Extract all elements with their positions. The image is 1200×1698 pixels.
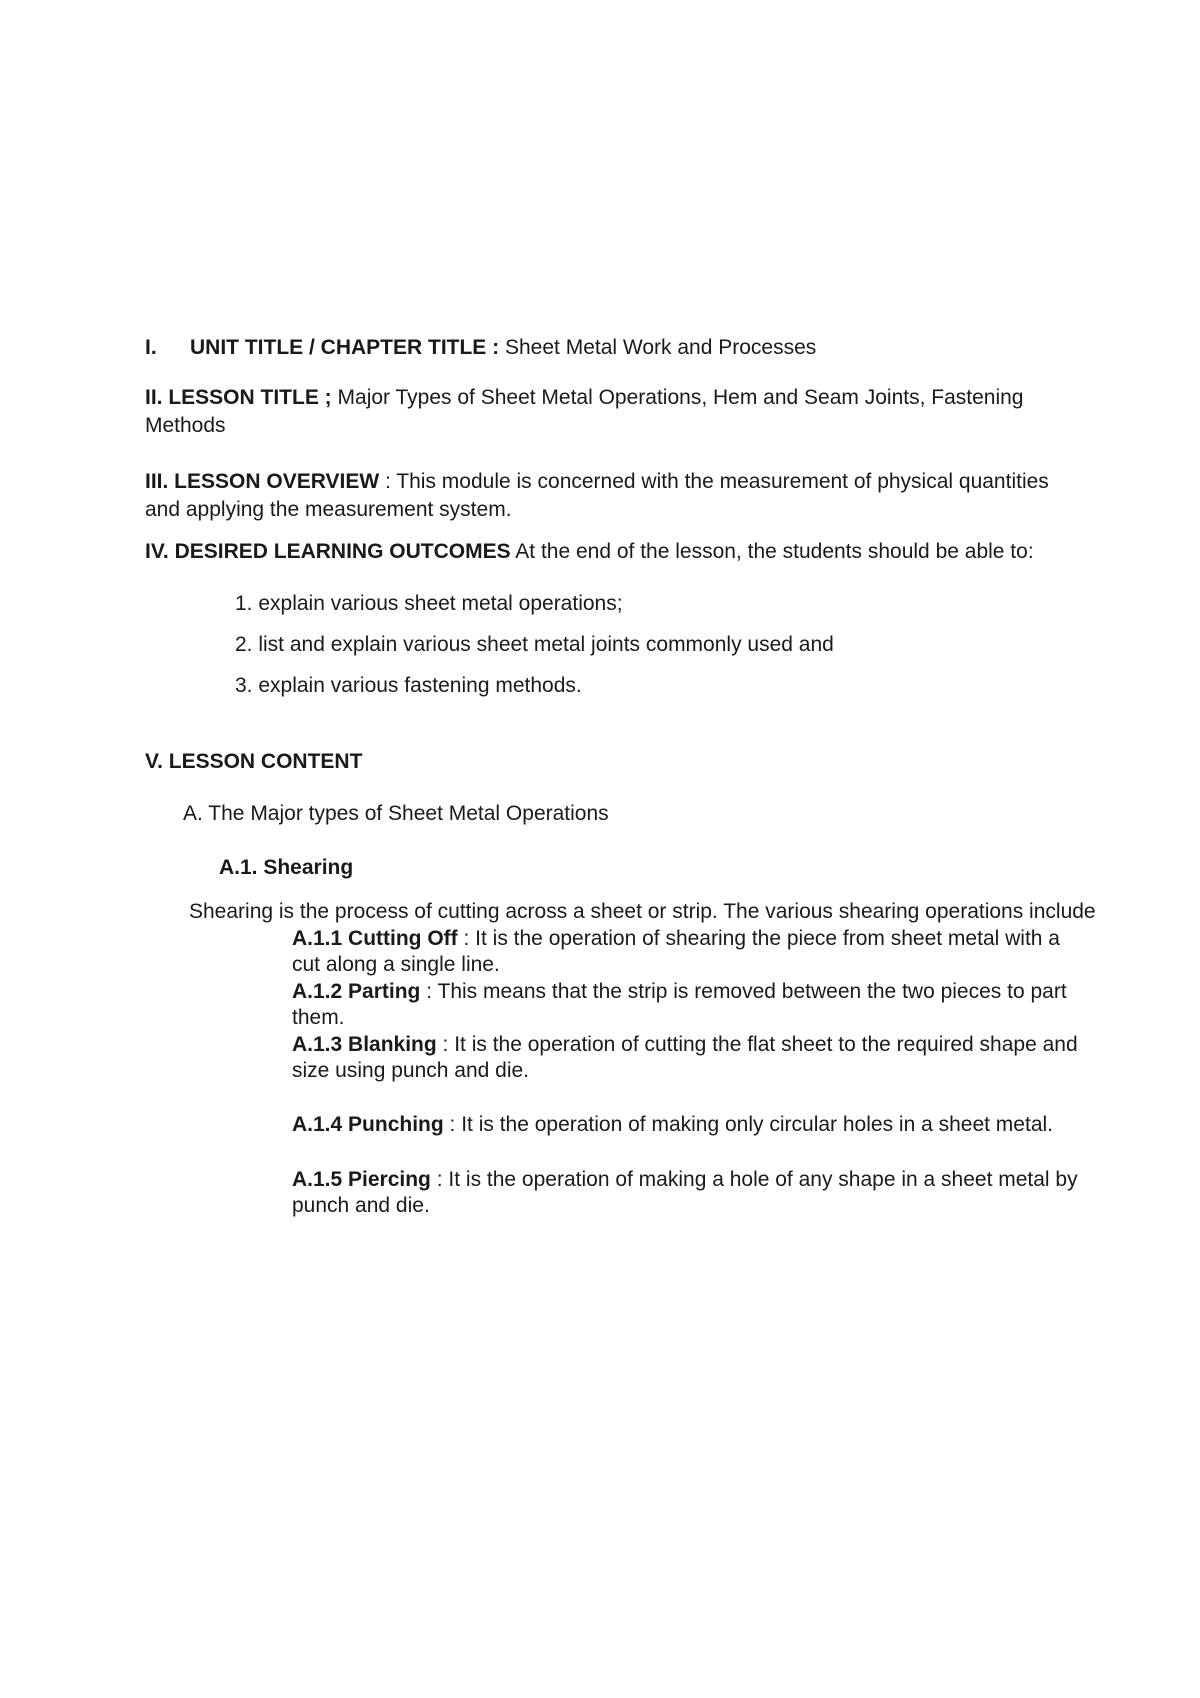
section-iii-line1: [145, 469, 1049, 495]
item-a13-line2: size using punch and die.: [292, 1059, 529, 1082]
section-iii-text: : This module is concerned with the measurement of physical quantities: [379, 470, 1049, 493]
item-a11-line1: [292, 926, 1060, 952]
section-iv-text: At the end of the lesson, the students should be able to:: [510, 540, 1034, 563]
outcome-item: 2. list and explain various sheet metal joints commonly used and: [235, 633, 834, 656]
section-i-label: UNIT TITLE / CHAPTER TITLE :: [190, 336, 500, 359]
section-iv-line: [145, 539, 1034, 565]
item-a15-line2: punch and die.: [292, 1194, 430, 1217]
subsection-a-heading: A. The Major types of Sheet Metal Operations: [183, 802, 609, 825]
item-a12-line2: them.: [292, 1006, 345, 1029]
item-a14-text: : It is the operation of making only circular holes in a sheet metal.: [443, 1113, 1053, 1136]
outcome-item: 3. explain various fastening methods.: [235, 674, 582, 697]
section-i-title: [190, 335, 816, 361]
section-v-heading: V. LESSON CONTENT: [145, 750, 363, 773]
item-a14-label: A.1.4 Punching: [292, 1113, 444, 1136]
item-a11-line2: cut along a single line.: [292, 953, 500, 976]
section-i-text: Sheet Metal Work and Processes: [499, 336, 817, 359]
section-iii-line2: and applying the measurement system.: [145, 498, 512, 521]
item-a15-label: A.1.5 Piercing: [292, 1168, 431, 1191]
item-a15-text: : It is the operation of making a hole of any shape in a sheet metal by: [430, 1168, 1078, 1191]
item-a11-label: A.1.1 Cutting Off: [292, 927, 458, 950]
section-iv-label: IV. DESIRED LEARNING OUTCOMES: [145, 540, 511, 563]
section-ii-line1: [145, 385, 1023, 411]
subsection-a1-heading: A.1. Shearing: [219, 856, 354, 879]
item-a15-line1: [292, 1167, 1078, 1193]
section-ii-label: II. LESSON TITLE ;: [145, 386, 332, 409]
section-iii-label: III. LESSON OVERVIEW: [145, 470, 380, 493]
shearing-intro: Shearing is the process of cutting across a sheet or strip. The various shearing operations include: [189, 900, 1096, 923]
item-a14-line1: [292, 1112, 1053, 1138]
section-i-numeral: I.: [145, 336, 157, 359]
section-ii-text: Major Types of Sheet Metal Operations, Hem and Seam Joints, Fastening: [331, 386, 1024, 409]
item-a13-line1: [292, 1032, 1078, 1058]
section-ii-line2: Methods: [145, 414, 226, 437]
item-a12-text: : This means that the strip is removed between the two pieces to part: [420, 980, 1067, 1003]
item-a12-label: A.1.2 Parting: [292, 980, 421, 1003]
item-a11-text: : It is the operation of shearing the piece from sheet metal with a: [457, 927, 1060, 950]
item-a13-text: : It is the operation of cutting the flat sheet to the required shape and: [436, 1033, 1078, 1056]
item-a13-label: A.1.3 Blanking: [292, 1033, 437, 1056]
item-a12-line1: [292, 979, 1067, 1005]
outcome-item: 1. explain various sheet metal operations;: [235, 592, 623, 615]
